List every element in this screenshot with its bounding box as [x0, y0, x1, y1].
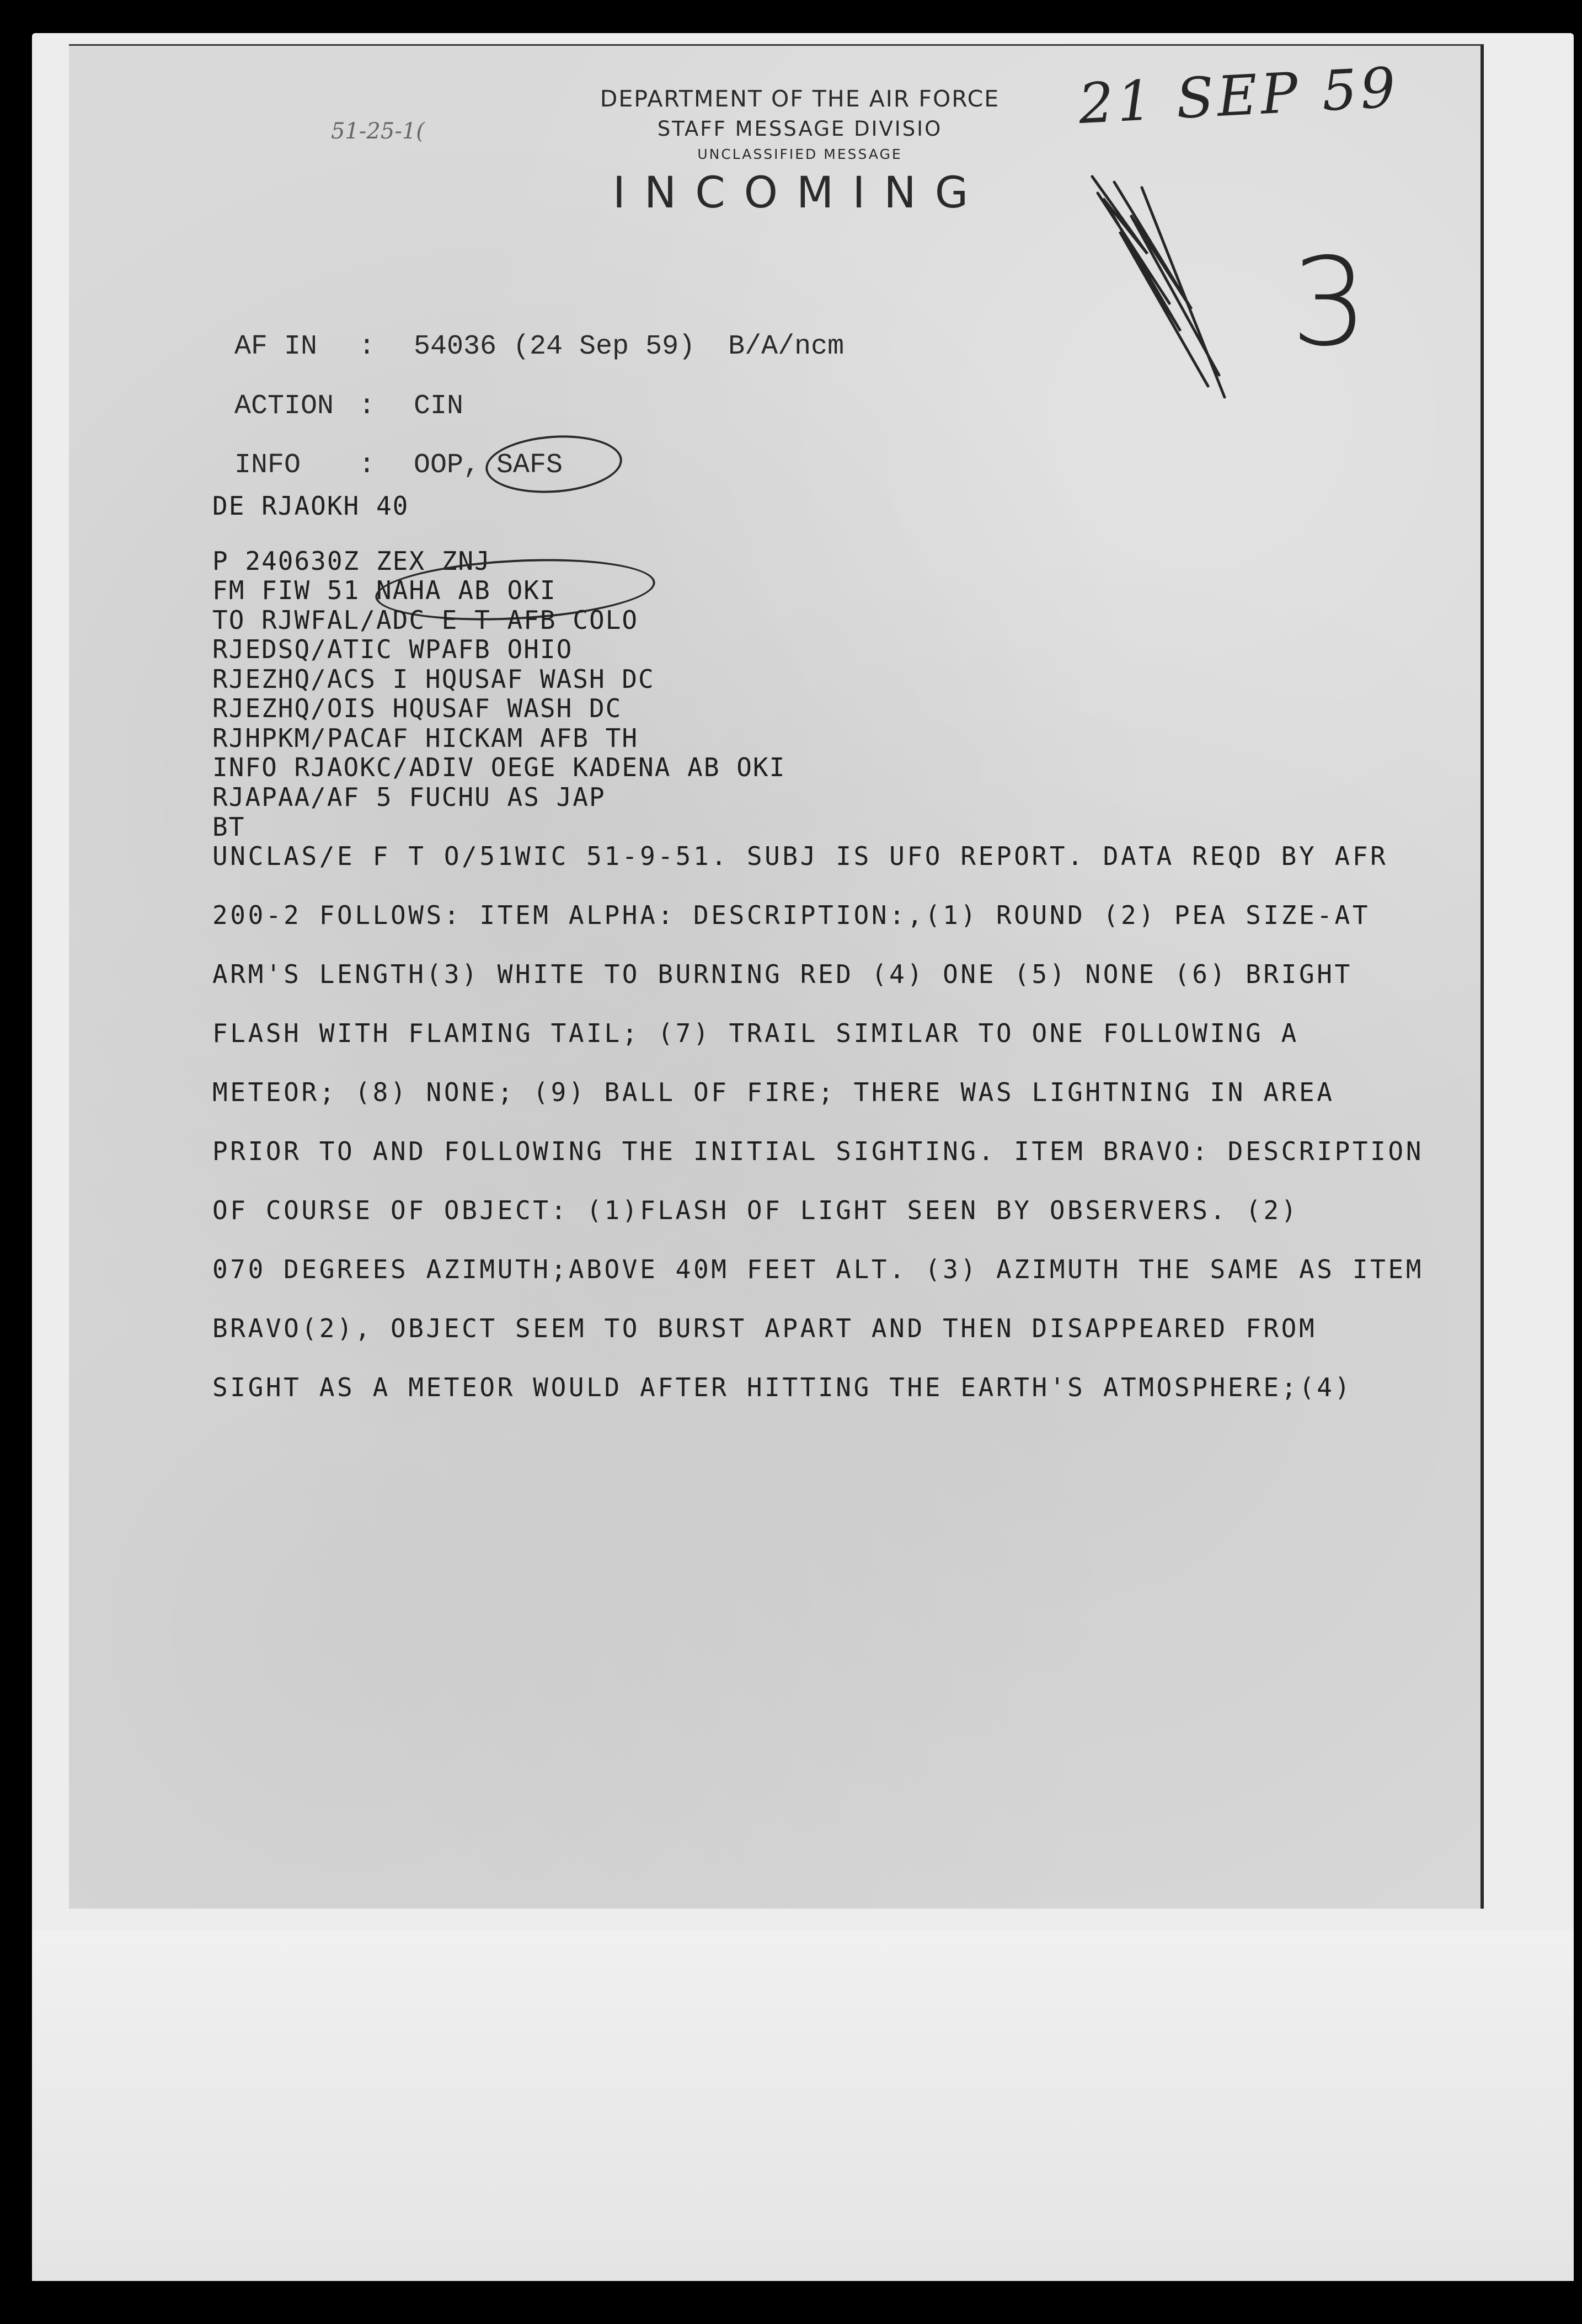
info-colon: :	[359, 450, 376, 481]
division-heading: STAFF MESSAGE DIVISIO	[657, 117, 943, 141]
body-line: UNCLAS/E F T O/51WIC 51-9-51. SUBJ IS UFO REPORT. DATA REQD BY AFR	[212, 841, 1388, 871]
message-line: DE RJAOKH 40	[212, 491, 409, 521]
af-in-value: 54036 (24 Sep 59) B/A/ncm	[414, 331, 845, 362]
info-label: INFO	[234, 450, 301, 481]
message-line: INFO RJAOKC/ADIV OEGE KADENA AB OKI	[212, 752, 786, 782]
message-line: RJHPKM/PACAF HICKAM AFB TH	[212, 723, 639, 753]
af-in-colon: :	[359, 331, 376, 362]
message-line: P 240630Z ZEX ZNJ	[212, 546, 491, 576]
body-line: PRIOR TO AND FOLLOWING THE INITIAL SIGHTING. ITEM BRAVO: DESCRIPTION	[212, 1136, 1424, 1166]
message-line: FM FIW 51 NAHA AB OKI	[212, 575, 557, 605]
body-line: BRAVO(2), OBJECT SEEM TO BURST APART AND THEN DISAPPEARED FROM	[212, 1313, 1317, 1343]
department-heading: DEPARTMENT OF THE AIR FORCE	[600, 86, 1000, 112]
corner-mark: 51-25-1(	[331, 119, 425, 144]
handwritten-number: 3	[1291, 232, 1368, 373]
message-line: TO RJWFAL/ADC E T AFB COLO	[212, 605, 639, 635]
body-line: ARM'S LENGTH(3) WHITE TO BURNING RED (4) ONE (5) NONE (6) BRIGHT	[212, 959, 1353, 989]
body-line: 200-2 FOLLOWS: ITEM ALPHA: DESCRIPTION:,(1) ROUND (2) PEA SIZE-AT	[212, 900, 1371, 930]
action-value: CIN	[414, 391, 464, 422]
body-line: METEOR; (8) NONE; (9) BALL OF FIRE; THERE WAS LIGHTNING IN AREA	[212, 1077, 1335, 1107]
body-line: FLASH WITH FLAMING TAIL; (7) TRAIL SIMILAR TO ONE FOLLOWING A	[212, 1018, 1299, 1048]
scribble-mark-icon	[1081, 165, 1263, 408]
message-line: RJEZHQ/ACS I HQUSAF WASH DC	[212, 664, 655, 694]
body-line: 070 DEGREES AZIMUTH;ABOVE 40M FEET ALT. (3) AZIMUTH THE SAME AS ITEM	[212, 1254, 1424, 1284]
action-label: ACTION	[234, 391, 334, 422]
message-line: RJEDSQ/ATIC WPAFB OHIO	[212, 634, 573, 664]
message-line: RJEZHQ/OIS HQUSAF WASH DC	[212, 693, 622, 723]
classification-label: UNCLASSIFIED MESSAGE	[697, 146, 902, 162]
message-line: BT	[212, 812, 245, 842]
body-line: OF COURSE OF OBJECT: (1)FLASH OF LIGHT SEEN BY OBSERVERS. (2)	[212, 1195, 1299, 1225]
message-line: RJAPAA/AF 5 FUCHU AS JAP	[212, 782, 606, 812]
scan-mount-lower	[32, 1931, 1574, 2281]
handwritten-date: 21 SEP 59	[1077, 55, 1401, 137]
info-value: OOP, SAFS	[414, 450, 563, 481]
af-in-label: AF IN	[234, 331, 318, 362]
body-line: SIGHT AS A METEOR WOULD AFTER HITTING THE EARTH'S ATMOSPHERE;(4)	[212, 1372, 1353, 1402]
action-colon: :	[359, 391, 376, 422]
incoming-title: INCOMING	[612, 168, 987, 218]
